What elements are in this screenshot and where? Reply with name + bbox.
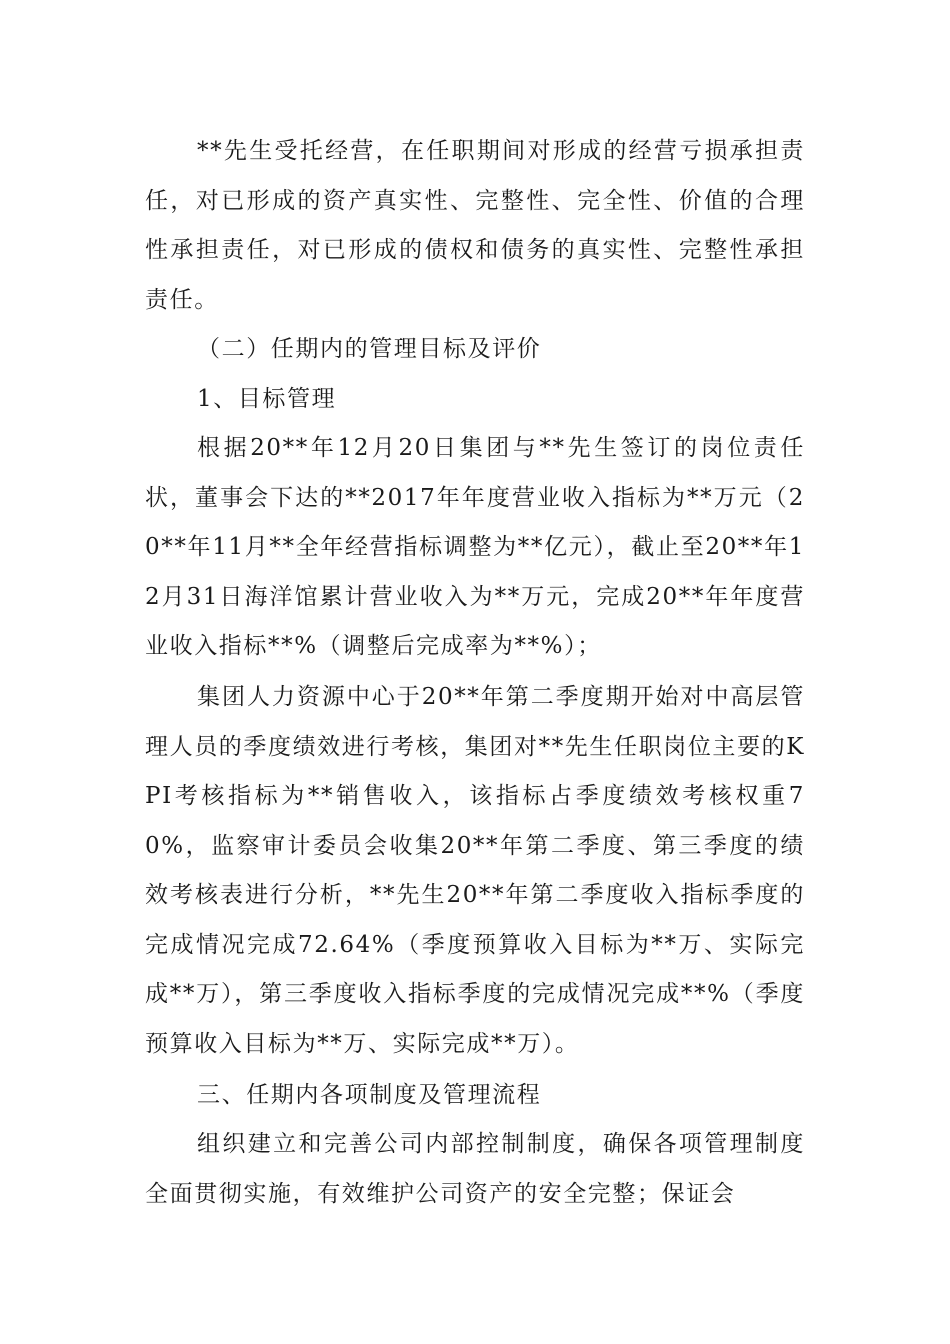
subsection-heading-goal-management: 1、目标管理 bbox=[197, 386, 337, 412]
paragraph-responsibility: **先生受托经营，在任职期间对形成的经营亏损承担责任，对已形成的资产真实性、完整性、完全性、价值的合理性承担责任，对已形成的债权和债务的真实性、完整性承担责任。 bbox=[145, 138, 805, 313]
section-heading-systems-processes: 三、任期内各项制度及管理流程 bbox=[197, 1082, 542, 1108]
paragraph-performance-assessment: 集团人力资源中心于20**年第二季度期开始对中高层管理人员的季度绩效进行考核，集团对**先生任职岗位主要的KPI考核指标为**销售收入，该指标占季度绩效考核权重70%，监察审计委员会收集20**年第二季度、第三季度的绩效考核表进行分析，**先生20**年第二季度收入指标季度的完成情况完成72.64%（季度预算收入目标为**万、实际完成**万），第三季度收入指标季度的完成情况完成**%（季度预算收入目标为**万、实际完成**万）。 bbox=[145, 684, 805, 1057]
section-heading-management-goals: （二）任期内的管理目标及评价 bbox=[197, 336, 542, 362]
paragraph-internal-control: 组织建立和完善公司内部控制制度，确保各项管理制度全面贯彻实施，有效维护公司资产的安全完整；保证会 bbox=[145, 1131, 805, 1207]
paragraph-revenue-target: 根据20**年12月20日集团与**先生签订的岗位责任状，董事会下达的**2017年年度营业收入指标为**万元（20**年11月**全年经营指标调整为**亿元），截止至20**年12月31日海洋馆累计营业收入为**万元，完成20**年年度营业收入指标**%（调整后完成率为**%）； bbox=[145, 435, 805, 659]
